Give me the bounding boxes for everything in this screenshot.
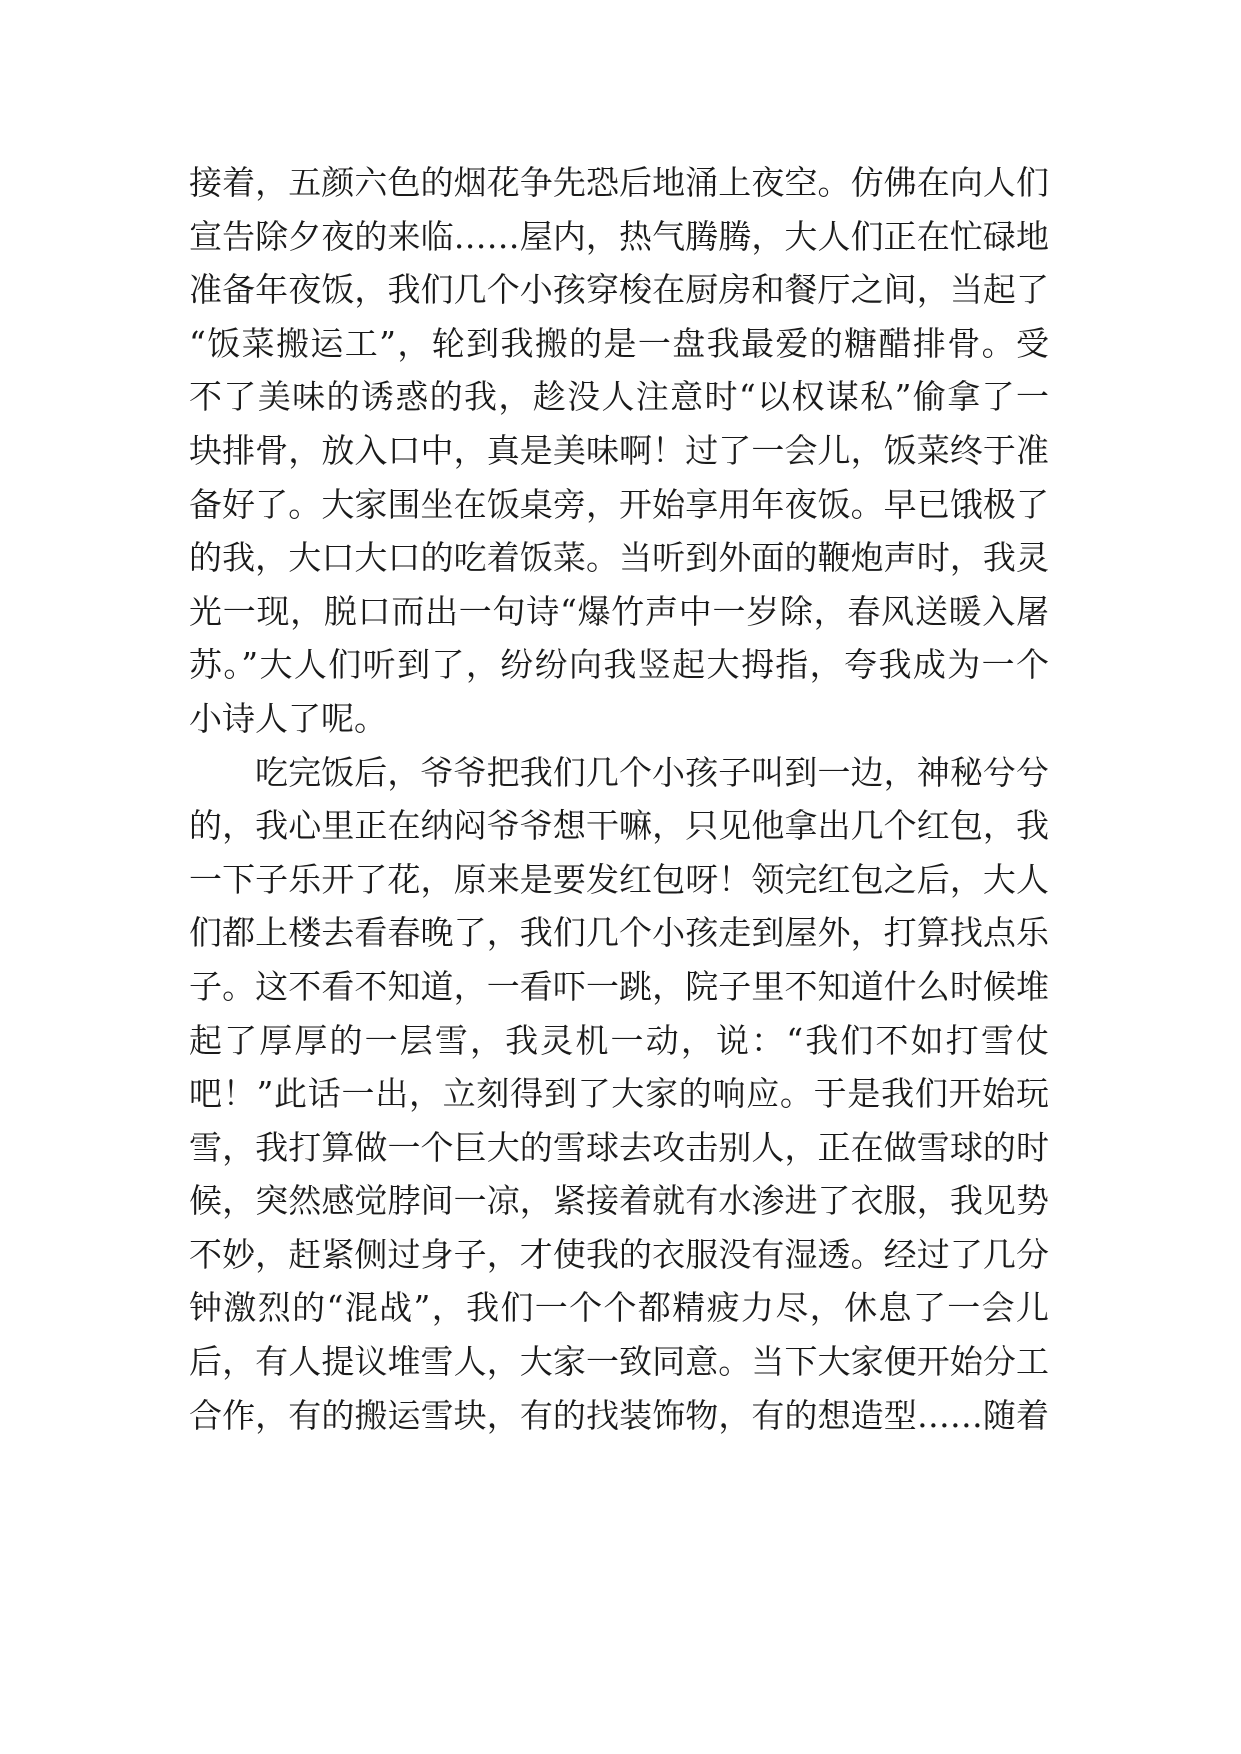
text-line: 起了厚厚的一层雪，我灵机一动，说：“我们不如打雪仗 xyxy=(189,1020,1049,1060)
text-line: 苏。”大人们听到了，纷纷向我竖起大拇指，夸我成为一个 xyxy=(189,645,1049,685)
text-line: 宣告除夕夜的来临……屋内，热气腾腾，大人们正在忙碌地 xyxy=(189,216,1049,256)
text-line: 光一现，脱口而出一句诗“爆竹声中一岁除，春风送暖入屠 xyxy=(189,591,1049,631)
paragraph-2 xyxy=(189,746,1049,1443)
essay-body xyxy=(189,156,1049,1442)
text-line: 合作，有的搬运雪块，有的找装饰物，有的想造型……随着 xyxy=(189,1395,1049,1435)
text-line: 不了美味的诱惑的我，趁没人注意时“以权谋私”偷拿了一 xyxy=(189,377,1049,417)
text-line: 们都上楼去看春晚了，我们几个小孩走到屋外，打算找点乐 xyxy=(189,913,1049,953)
text-line: 后，有人提议堆雪人，大家一致同意。当下大家便开始分工 xyxy=(189,1342,1049,1382)
text-line: 吧！”此话一出，立刻得到了大家的响应。于是我们开始玩 xyxy=(189,1074,1049,1114)
text-line: 的，我心里正在纳闷爷爷想干嘛，只见他拿出几个红包，我 xyxy=(189,806,1049,846)
text-line: 块排骨，放入口中，真是美味啊！过了一会儿，饭菜终于准 xyxy=(189,430,1049,470)
text-line: 子。这不看不知道，一看吓一跳，院子里不知道什么时候堆 xyxy=(189,966,1049,1006)
text-line: 雪，我打算做一个巨大的雪球去攻击别人，正在做雪球的时 xyxy=(189,1127,1049,1167)
text-line: 接着，五颜六色的烟花争先恐后地涌上夜空。仿佛在向人们 xyxy=(189,163,1049,202)
text-line: “饭菜搬运工”，轮到我搬的是一盘我最爱的糖醋排骨。受 xyxy=(189,323,1049,363)
text-line: 一下子乐开了花，原来是要发红包呀！领完红包之后，大人 xyxy=(189,859,1049,899)
text-line: 小诗人了呢。 xyxy=(189,698,387,738)
text-line: 的我，大口大口的吃着饭菜。当听到外面的鞭炮声时，我灵 xyxy=(189,538,1049,578)
text-line: 候，突然感觉脖间一凉，紧接着就有水渗进了衣服，我见势 xyxy=(189,1181,1049,1221)
text-line: 备好了。大家围坐在饭桌旁，开始享用年夜饭。早已饿极了 xyxy=(189,484,1049,524)
text-line: 准备年夜饭，我们几个小孩穿梭在厨房和餐厅之间，当起了 xyxy=(189,270,1049,310)
paragraph-1 xyxy=(189,156,1049,746)
text-line: 吃完饭后，爷爷把我们几个小孩子叫到一边，神秘兮兮 xyxy=(255,752,1049,792)
text-line: 钟激烈的“混战”，我们一个个都精疲力尽，休息了一会儿 xyxy=(189,1288,1049,1328)
text-line: 不妙，赶紧侧过身子，才使我的衣服没有湿透。经过了几分 xyxy=(189,1234,1049,1274)
